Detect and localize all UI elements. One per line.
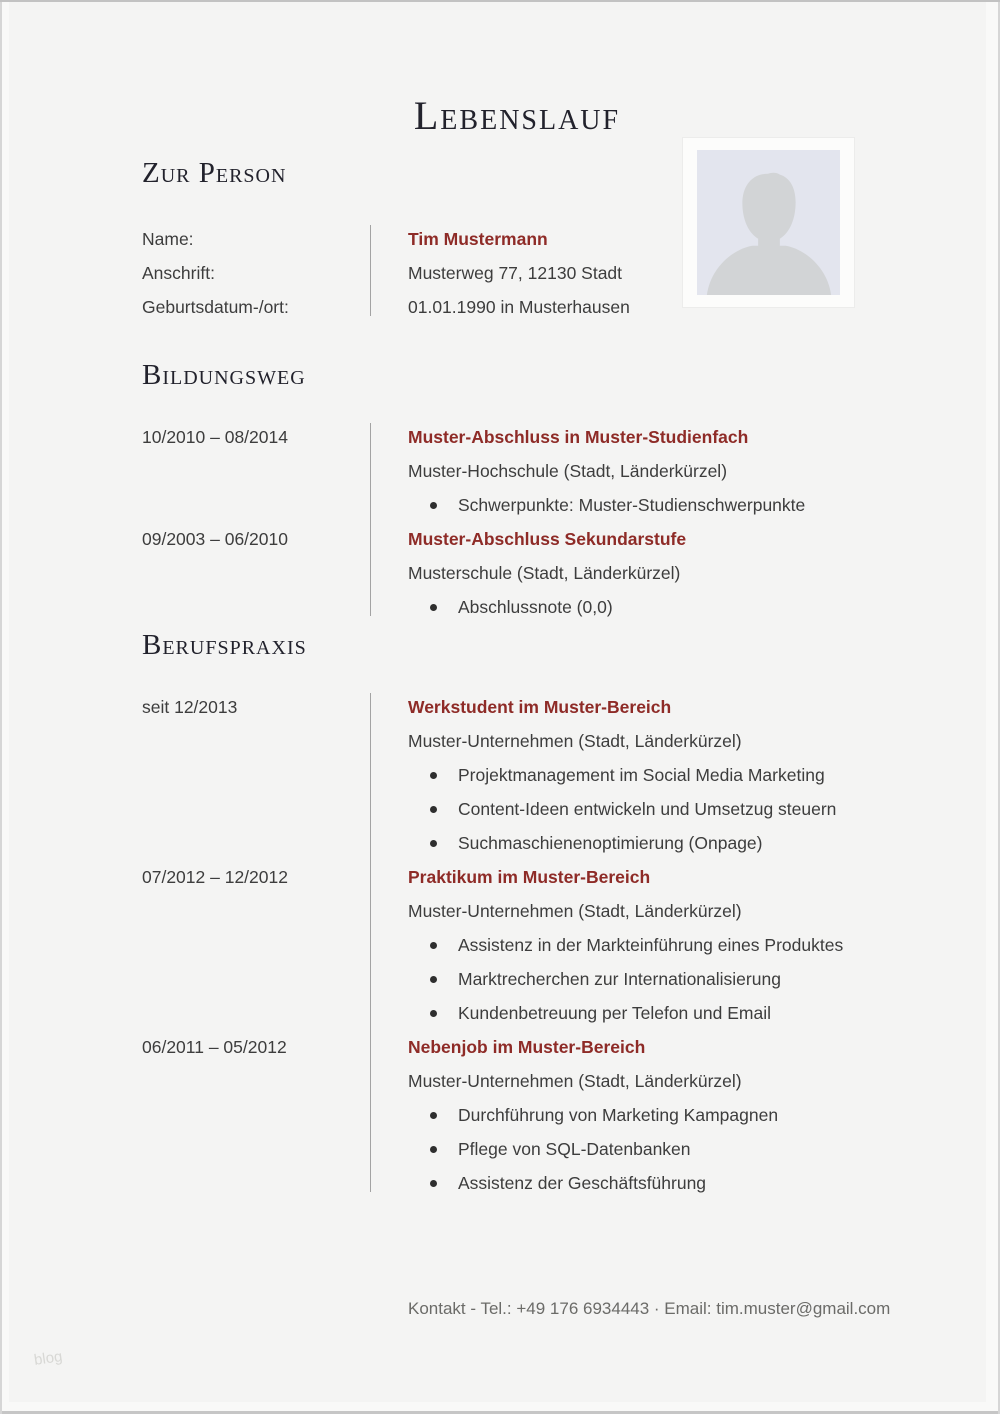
entry-bullet: Content-Ideen entwickeln und Umsetzug steuern bbox=[408, 792, 892, 826]
entry-title: Muster-Abschluss Sekundarstufe bbox=[408, 529, 687, 549]
entry-bullet: Assistenz in der Markteinführung eines Produktes bbox=[408, 928, 892, 962]
entry-subtitle: Musterschule (Stadt, Länderkürzel) bbox=[408, 563, 681, 583]
entry-bullets bbox=[408, 1098, 892, 1200]
section-zur-person bbox=[142, 156, 892, 324]
entry-bullet: Kundenbetreuung per Telefon und Email bbox=[408, 996, 892, 1030]
person-row-label: Geburtsdatum-/ort: bbox=[142, 297, 289, 317]
section-bildungsweg bbox=[142, 358, 892, 624]
entry-content bbox=[370, 1030, 892, 1200]
entry-bullet: Suchmaschienenoptimierung (Onpage) bbox=[408, 826, 892, 860]
entry-bullet: Schwerpunkte: Muster-Studienschwerpunkte bbox=[408, 488, 892, 522]
education-entries bbox=[142, 420, 892, 624]
experience-entries bbox=[142, 690, 892, 1200]
person-row-value: Musterweg 77, 12130 Stadt bbox=[408, 263, 623, 283]
entry-title: Praktikum im Muster-Bereich bbox=[408, 867, 651, 887]
timeline-entry bbox=[142, 690, 892, 860]
person-row-value: Tim Mustermann bbox=[408, 229, 548, 249]
entry-content bbox=[370, 860, 892, 1030]
entry-bullet: Durchführung von Marketing Kampagnen bbox=[408, 1098, 892, 1132]
entry-bullet: Pflege von SQL-Datenbanken bbox=[408, 1132, 892, 1166]
entry-bullets bbox=[408, 590, 892, 624]
entry-title: Werkstudent im Muster-Bereich bbox=[408, 697, 672, 717]
person-rows bbox=[142, 222, 892, 324]
entry-content bbox=[370, 420, 892, 522]
entry-bullet: Projektmanagement im Social Media Marketing bbox=[408, 758, 892, 792]
blog-watermark: blog bbox=[32, 1348, 64, 1369]
entry-subtitle: Muster-Unternehmen (Stadt, Länderkürzel) bbox=[408, 731, 742, 751]
timeline-entry bbox=[142, 522, 892, 624]
entry-title: Nebenjob im Muster-Bereich bbox=[408, 1037, 646, 1057]
entry-bullet: Assistenz der Geschäftsführung bbox=[408, 1166, 892, 1200]
person-row bbox=[142, 222, 892, 256]
entry-bullet: Abschlussnote (0,0) bbox=[408, 590, 892, 624]
entry-bullets bbox=[408, 928, 892, 1030]
page-title: Lebenslauf bbox=[413, 93, 621, 138]
entry-date: 06/2011 – 05/2012 bbox=[142, 1037, 287, 1057]
entry-subtitle: Muster-Hochschule (Stadt, Länderkürzel) bbox=[408, 461, 728, 481]
section-heading-zur-person: Zur Person bbox=[142, 157, 287, 189]
entry-date: 09/2003 – 06/2010 bbox=[142, 529, 288, 549]
entry-bullets bbox=[408, 758, 892, 860]
person-row bbox=[142, 256, 892, 290]
timeline-entry bbox=[142, 1030, 892, 1200]
entry-bullets bbox=[408, 488, 892, 522]
person-row-label: Anschrift: bbox=[142, 263, 215, 283]
entry-title: Muster-Abschluss in Muster-Studienfach bbox=[408, 427, 749, 447]
section-heading-bildungsweg: Bildungsweg bbox=[142, 359, 306, 391]
section-berufspraxis bbox=[142, 628, 892, 1200]
person-row bbox=[142, 290, 892, 324]
contact-footer: Kontakt - Tel.: +49 176 6934443 · Email: tim.muster@gmail.com bbox=[408, 1299, 891, 1318]
entry-content bbox=[370, 522, 892, 624]
entry-date: 10/2010 – 08/2014 bbox=[142, 427, 288, 447]
entry-content bbox=[370, 690, 892, 860]
timeline-entry bbox=[142, 420, 892, 522]
timeline-entry bbox=[142, 860, 892, 1030]
entry-subtitle: Muster-Unternehmen (Stadt, Länderkürzel) bbox=[408, 1071, 742, 1091]
entry-date: 07/2012 – 12/2012 bbox=[142, 867, 288, 887]
person-row-value: 01.01.1990 in Musterhausen bbox=[408, 297, 630, 317]
person-row-label: Name: bbox=[142, 229, 194, 249]
section-heading-berufspraxis: Berufspraxis bbox=[142, 629, 307, 661]
entry-date: seit 12/2013 bbox=[142, 697, 238, 717]
entry-bullet: Marktrecherchen zur Internationalisierung bbox=[408, 962, 892, 996]
entry-subtitle: Muster-Unternehmen (Stadt, Länderkürzel) bbox=[408, 901, 742, 921]
